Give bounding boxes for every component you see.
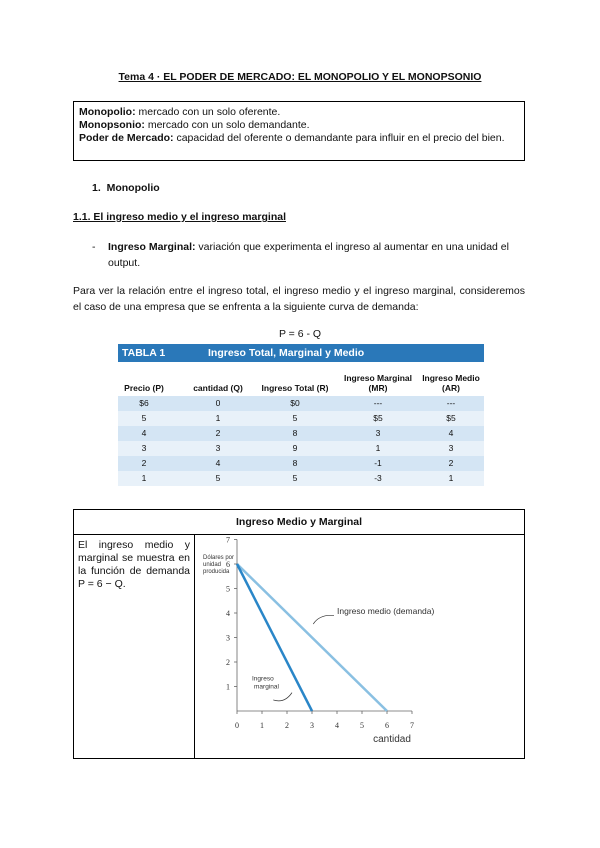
cell-precio: $6: [139, 398, 149, 408]
x-tick-label: 1: [260, 721, 264, 730]
cell-cantidad: 2: [215, 428, 221, 438]
document-title: Tema 4 · EL PODER DE MERCADO: EL MONOPOLIO Y EL MONOPSONIO: [118, 71, 482, 83]
y-tick-label: 6: [226, 560, 230, 569]
y-tick-label: 7: [226, 535, 230, 545]
x-tick-label: 6: [385, 721, 389, 730]
cell-cantidad: 1: [215, 413, 221, 423]
cell-precio: 2: [141, 458, 147, 468]
cell-precio: 3: [141, 443, 147, 453]
cell-precio: 1: [141, 473, 147, 483]
table-header-bar: [118, 344, 484, 362]
cell-precio: 4: [141, 428, 147, 438]
annotation-arrow-medio: [313, 615, 334, 624]
definition-monopolio: Monopolio: mercado con un solo oferente.: [79, 106, 281, 118]
table-row: [118, 396, 484, 411]
col-header-total: Ingreso Total (R): [261, 383, 329, 393]
table-row: [118, 426, 484, 441]
col-header-precio: Precio (P): [124, 383, 164, 393]
cell-cantidad: 3: [215, 443, 221, 453]
x-tick-label: 5: [360, 721, 364, 730]
table-caption: Ingreso Total, Marginal y Medio: [208, 347, 365, 359]
x-tick-label: 3: [310, 721, 314, 730]
cell-total: 5: [292, 413, 298, 423]
cell-marginal: 1: [375, 443, 381, 453]
y-tick-label: 5: [226, 584, 230, 594]
annotation-arrow-marginal: [273, 693, 292, 701]
cell-marginal: -3: [374, 473, 382, 483]
cell-medio: ---: [446, 398, 456, 408]
y-tick-label: 3: [226, 633, 230, 643]
definitions-box: [73, 101, 525, 161]
table-label: TABLA 1: [122, 347, 166, 359]
cell-cantidad: 0: [215, 398, 221, 408]
y-tick-label: 1: [226, 682, 230, 692]
bullet-ingreso-marginal: - Ingreso Marginal: variación que experimenta el ingreso al aumentar en una unidad el output.: [92, 241, 509, 269]
x-tick-label: 0: [235, 721, 239, 730]
cell-cantidad: 5: [215, 473, 221, 483]
y-axis-label: Dólares por unidad producida: [203, 555, 235, 575]
revenue-chart: [195, 535, 523, 759]
demand-equation: P = 6 - Q: [278, 328, 322, 340]
graph-box-title: Ingreso Medio y Marginal: [74, 510, 524, 535]
col-header-cantidad: cantidad (Q): [193, 383, 243, 393]
cell-marginal: $5: [373, 413, 383, 423]
cell-medio: 1: [448, 473, 454, 483]
table-column-headers: [118, 362, 484, 396]
cell-total: 9: [292, 443, 298, 453]
cell-marginal: 3: [375, 428, 381, 438]
section-heading: 1. Monopolio: [92, 182, 160, 194]
definition-monopsonio: Monopsonio: mercado con un solo demandante.: [79, 119, 310, 131]
annotation-ingreso-marginal: Ingreso marginal: [252, 675, 279, 691]
cell-medio: 3: [448, 443, 454, 453]
x-axis-label: cantidad: [373, 734, 411, 745]
col-header-medio: Ingreso Medio (AR): [422, 373, 480, 393]
x-tick-label: 2: [285, 721, 289, 730]
y-tick-label: 2: [226, 658, 230, 667]
x-tick-label: 7: [410, 721, 414, 730]
definition-poder-mercado: Poder de Mercado: capacidad del oferente o demandante para influir en el precio del bien.: [79, 132, 505, 144]
y-tick-label: 4: [226, 609, 230, 618]
col-header-marginal: Ingreso Marginal (MR): [343, 373, 412, 393]
revenue-table: [118, 344, 484, 486]
cell-medio: 4: [448, 428, 454, 438]
cell-marginal: -1: [374, 458, 382, 468]
cell-total: 5: [292, 473, 298, 483]
cell-precio: 5: [141, 413, 147, 423]
cell-marginal: ---: [373, 398, 383, 408]
intro-paragraph: Para ver la relación entre el ingreso total, el ingreso medio y el ingreso marginal, consideremos el caso de una empresa que se enfrenta a la siguiente curva de demanda:: [73, 285, 525, 313]
table-row: [118, 456, 484, 471]
subsection-heading: 1.1. El ingreso medio y el ingreso marginal: [73, 211, 286, 223]
cell-total: $0: [290, 398, 300, 408]
cell-medio: $5: [446, 413, 456, 423]
graph-box-description: El ingreso medio y marginal se muestra en la función de demanda P = 6 − Q.: [78, 539, 190, 590]
cell-total: 8: [292, 458, 298, 468]
table-row: [118, 411, 484, 426]
annotation-ingreso-medio: Ingreso medio (demanda): [337, 606, 435, 617]
cell-medio: 2: [448, 458, 454, 468]
cell-cantidad: 4: [215, 458, 221, 468]
table-row: [118, 441, 484, 456]
table-row: [118, 471, 484, 486]
cell-total: 8: [292, 428, 298, 438]
x-tick-label: 4: [335, 721, 339, 730]
graph-box: [73, 509, 525, 759]
